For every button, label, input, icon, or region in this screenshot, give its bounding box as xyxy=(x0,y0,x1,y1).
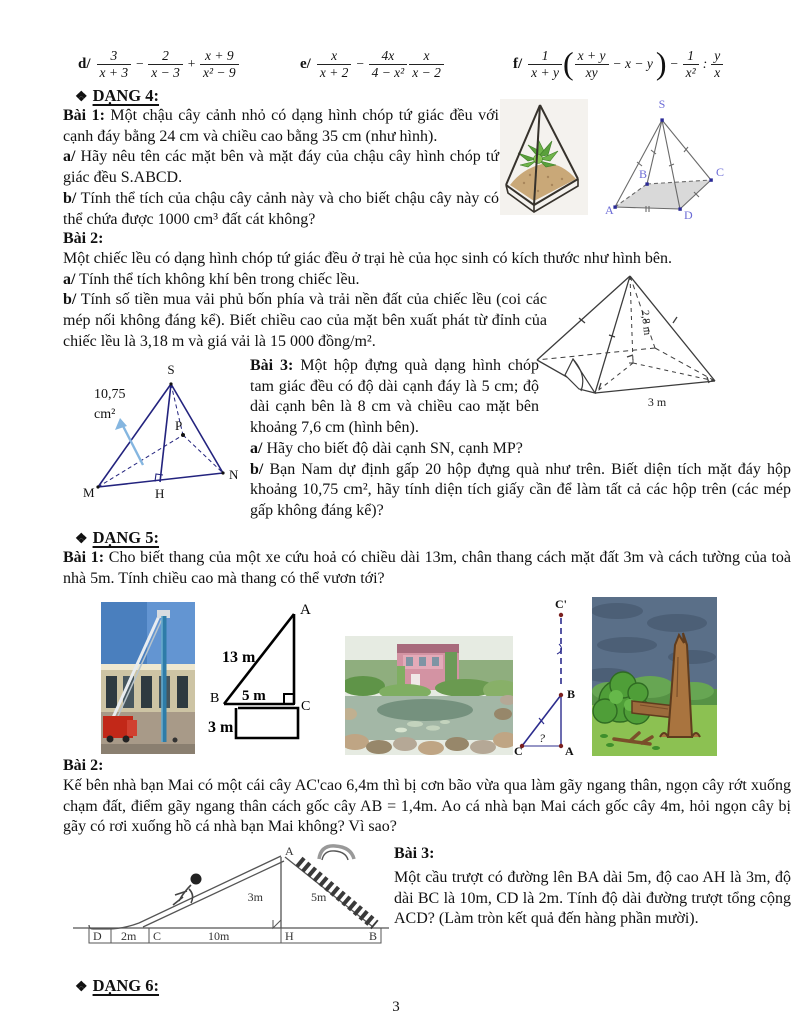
diamond-bullet-icon: ❖ xyxy=(75,532,88,547)
label-2m: 2m xyxy=(121,929,137,943)
label-5m: 5m xyxy=(311,890,327,904)
paragraph: b/ Tính thể tích của chậu cây cảnh này và cho biết chậu cây này có thể chứa được 1000 cm³ đất cát không? xyxy=(63,189,499,228)
paragraph: b/ Bạn Nam dự định gấp 20 hộp đựng quà như trên. Biết diện tích mặt đáy hộp khoảng 10,75 cm², hãy tính diện tích giấy cần để làm tất cả các hộp trên (các mép gấp không đáng kể)? xyxy=(250,460,791,519)
paragraph: Bài 3: Một hộp đựng quà dạng hình chóp tam giác đều có độ dài cạnh đáy là 5 cm; độ dài cạnh bên là 8 cm và chiều cao mặt bên khoảng 7,6 cm (hình bên). xyxy=(250,357,540,437)
diamond-bullet-icon: ❖ xyxy=(75,90,88,105)
label-H: H xyxy=(155,486,165,501)
label-P: P xyxy=(175,418,183,433)
heading-dang4-label: DẠNG 4: xyxy=(92,86,160,105)
pyramid-sabcd-figure xyxy=(596,92,736,222)
label-D: D xyxy=(684,208,693,222)
dang5-bai3-text xyxy=(394,868,791,930)
label-truck-height: 3 m xyxy=(208,719,234,736)
paragraph: b/ Tính số tiền mua vải phủ bốn phía và trải nền đất của chiếc lều (coi các mép nối không đáng kể). Biết chiều cao của mặt bên xuất phát từ đỉnh của chiếc lều là 3,18 m và giá vải là 15 000 đồng/m². xyxy=(63,291,547,350)
wrap-spacer xyxy=(539,356,791,440)
dang5-bai3-label: Bài 3: xyxy=(394,845,435,862)
label-10m: 10m xyxy=(208,929,230,943)
heading-dang6-label: DẠNG 6: xyxy=(92,976,160,995)
point-N-dot xyxy=(221,471,224,474)
planter-photo xyxy=(500,99,588,215)
label-B: B xyxy=(639,167,648,181)
heading-dang6 xyxy=(75,976,159,996)
label-B: B xyxy=(210,691,220,706)
area-unit: cm² xyxy=(94,407,116,422)
diamond-bullet-icon: ❖ xyxy=(75,980,88,995)
label-C-prime: C' xyxy=(555,598,567,611)
diagram-points xyxy=(520,613,563,748)
page-number: 3 xyxy=(392,999,400,1015)
tent-height-label: 2,8 m xyxy=(638,309,654,336)
paragraph: Một chiếc lều có dạng hình chóp tứ giác đều ở trại hè của học sinh có kích thước như hình bên. xyxy=(63,250,672,267)
triangle-labels xyxy=(208,602,311,736)
label-N: N xyxy=(229,467,239,482)
diagram-lines xyxy=(522,618,562,746)
label-C: C xyxy=(514,744,523,756)
water-reflection xyxy=(377,699,473,721)
label-A: A xyxy=(565,744,574,756)
ground-shadow xyxy=(101,744,195,754)
slide-figure xyxy=(63,843,393,958)
label-D: D xyxy=(93,929,102,943)
dang4-bai3-text xyxy=(250,356,791,522)
label-B: B xyxy=(369,929,378,943)
paragraph: Kế bên nhà bạn Mai có một cái cây AC'cao 6,4m thì bị cơn bão vừa qua làm gãy ngang thân, ngọn cây rớt xuống chạm đất, điểm gãy ngang thân cách gốc cây AB = 1,4m. Ao cá nhà bạn Mai cách gốc cây 4m, hỏi ngọn cây bị gãy có rơi xuống hồ cá nhà bạn Mai không? Vì sao? xyxy=(63,777,791,836)
heading-dang4 xyxy=(75,86,159,106)
point-S-dot xyxy=(169,382,172,385)
paragraph: Bài 1: Một chậu cây cảnh nhỏ có dạng hình chóp tứ giác đều với cạnh đáy bằng 24 cm và chiều cao bằng 35 cm (như hình). xyxy=(63,107,499,145)
area-value: 10,75 xyxy=(94,387,126,402)
label-A: A xyxy=(300,602,311,618)
diagram-labels xyxy=(514,598,575,756)
tent-base-label: 3 m xyxy=(647,395,667,409)
person xyxy=(173,738,178,743)
label-B: B xyxy=(567,687,576,701)
paragraph: a/ Hãy nêu tên các mặt bên và mặt đáy của chậu cây hình chóp tứ giác đều S.ABCD. xyxy=(63,148,499,187)
label-3m: 3m xyxy=(247,890,263,904)
dang4-bai2-label: Bài 2: xyxy=(63,230,104,247)
fire-truck-photo xyxy=(101,602,195,754)
pond-photo xyxy=(345,636,513,755)
label-A: A xyxy=(285,844,294,858)
triangle-lines xyxy=(224,614,298,738)
expression-f: f/ $\frac{1}{x + y}$ ( $\frac{x + y}{xy}$ − x − y ) − $\frac{1}{\text{x²}}$ : $\frac{y}{x}$ xyxy=(513,42,724,86)
dang5-bai1-text xyxy=(63,548,791,589)
label-C: C xyxy=(301,699,311,714)
label-question: ? xyxy=(539,731,545,745)
label-A: A xyxy=(605,203,614,217)
label-base: 5 m xyxy=(242,688,266,704)
broken-tree-diagram-figure xyxy=(514,598,586,756)
paragraph: Một cầu trượt có đường lên BA dài 5m, độ cao AH là 3m, độ dài BC là 10m, CD là 2m. Tính độ dài đường trượt tổng cộng ACD? (Làm tròn kết quả đến hàng phần mười). xyxy=(394,869,791,928)
label-M: M xyxy=(83,485,95,500)
label-S: S xyxy=(658,97,666,111)
dang5-bai2-label: Bài 2: xyxy=(63,757,104,774)
paragraph: a/ Hãy cho biết độ dài cạnh SN, cạnh MP? xyxy=(250,439,523,457)
heading-dang5 xyxy=(75,528,159,548)
label-C: C xyxy=(153,929,162,943)
heading-dang5-label: DẠNG 5: xyxy=(92,528,160,547)
label-C: C xyxy=(716,165,725,179)
label-H: H xyxy=(285,929,294,943)
slide-structure xyxy=(73,846,389,929)
ladder-triangle-figure xyxy=(208,598,318,758)
point-P-dot xyxy=(181,433,185,437)
roofline xyxy=(101,664,195,670)
point-M-dot xyxy=(96,485,99,488)
paragraph: Bài 1: Cho biết thang của một xe cứu hoả có chiều dài 13m, chân thang cách mặt đất 3m và cách tường của toà nhà 5m. Tính chiều cao mà thang có thể vươn tới? xyxy=(63,549,791,587)
dang5-bai2-text xyxy=(63,776,791,838)
expression-e: e/ $\frac{x}{x + 2}$ − $\frac{4x}{\text{4 − x²}}$ $\frac{x}{x - 2}$ xyxy=(300,42,445,86)
broken-tree-cartoon xyxy=(592,597,717,756)
label-hyp: 13 m xyxy=(222,649,256,666)
paragraph: a/ Tính thể tích không khí bên trong chiếc lều. xyxy=(63,270,360,288)
dang4-bai1-text xyxy=(63,106,499,230)
gift-box-figure xyxy=(75,360,247,508)
area-label xyxy=(94,387,126,422)
label-S: S xyxy=(167,362,175,377)
expression-d: d/ $\frac{3}{x + 3}$ − $\frac{2}{x - 3}$ + $\frac{x + 9}{\text{x² − 9}}$ xyxy=(78,42,240,86)
